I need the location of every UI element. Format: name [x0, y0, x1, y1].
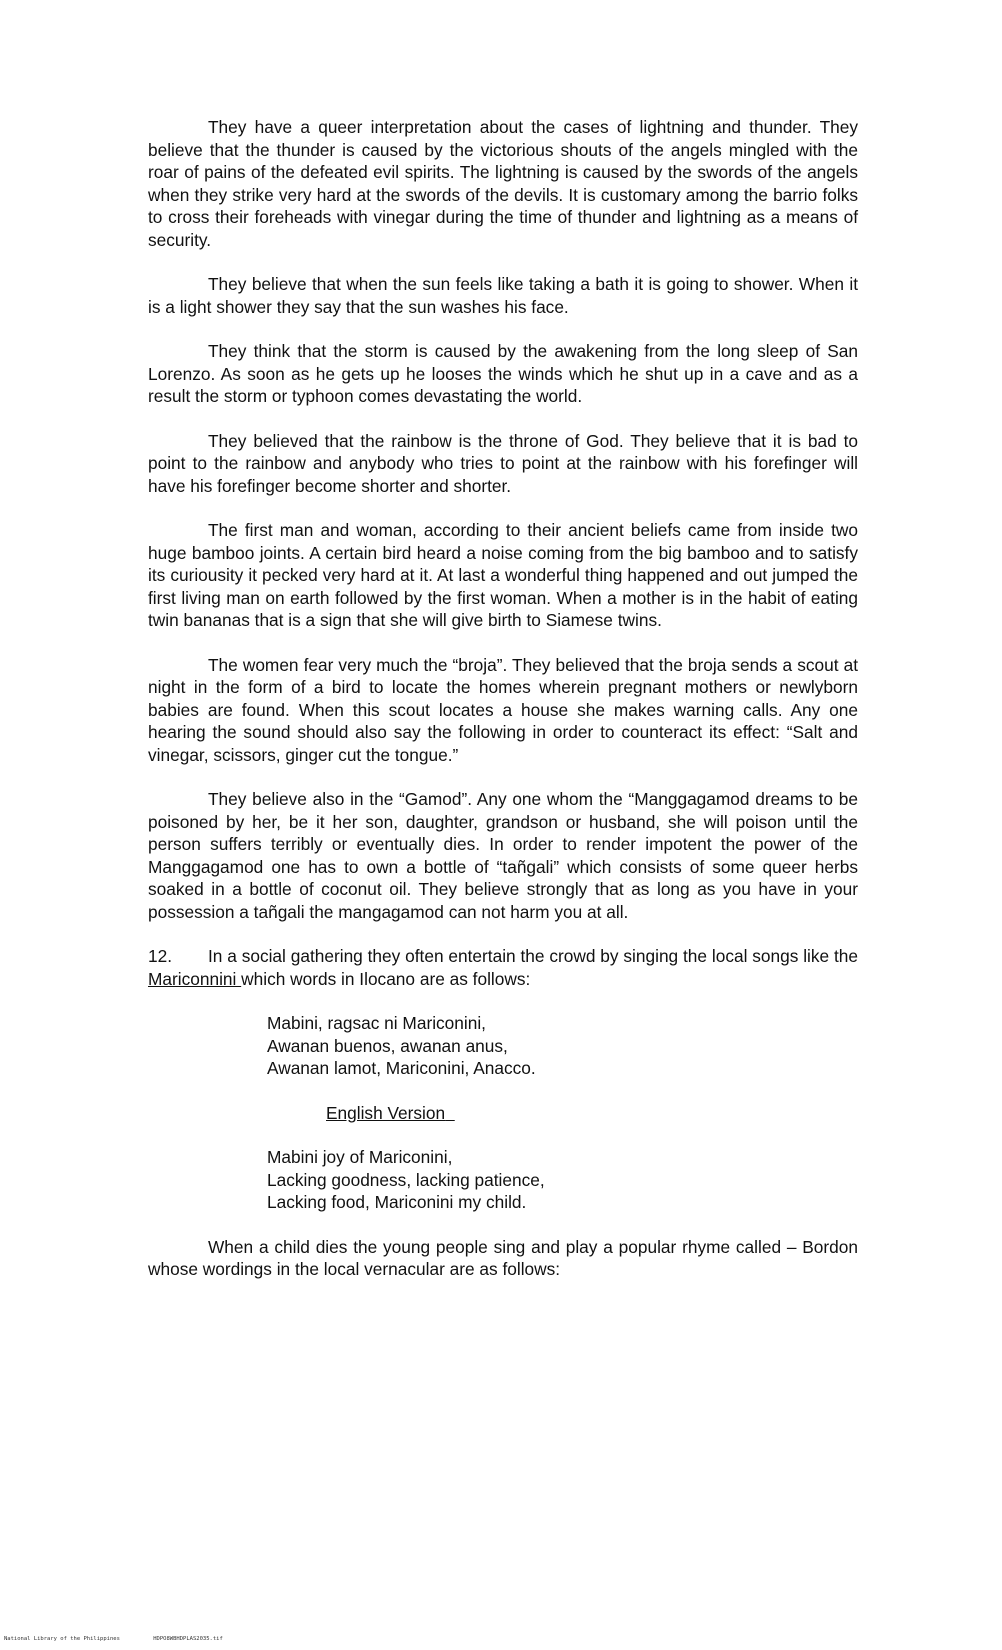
document-page	[148, 116, 858, 1303]
paragraph-lightning-thunder: They have a queer interpretation about the cases of lightning and thunder. They believe that the thunder is caused by the victorious shouts of the angels mingled with the roar of pains of the defeated evil spirits. The lightning is caused by the swords of the angels when they strike very hard at the swords of the devils. It is customary among the barrio folks to cross their foreheads with vinegar during the time of thunder and lightning as a means of security.	[148, 117, 858, 250]
verse-line: Lacking food, Mariconini my child.	[267, 1192, 527, 1212]
item-number: 12.	[148, 946, 173, 966]
footer-library-name: National Library of the Philippines	[4, 1636, 120, 1642]
paragraph-closing: When a child dies the young people sing and play a popular rhyme called – Bordon whose wordings in the local vernacular are as follows:	[148, 1236, 858, 1279]
verse-line: Awanan lamot, Mariconini, Anacco.	[267, 1058, 536, 1078]
song-title: Mariconnini	[148, 968, 242, 989]
paragraph-broja: The women fear very much the “broja”. They believed that the broja sends a scout at night in the form of a bird to locate the homes wherein pregnant mothers or newlyborn babies are found. When this scout locates a house she makes warning calls. Any one hearing the sound should also say the following in order to counteract its effect: “Salt and vinegar, scissors, ginger cut the tongue.”	[148, 654, 858, 765]
paragraph-storm: They think that the storm is caused by the awakening from the long sleep of San Lorenzo. As soon as he gets up he looses the winds which he shut up in a cave and as a result the storm or typhoon comes devastating the world.	[148, 341, 858, 406]
verse-english	[267, 1146, 858, 1214]
paragraph-gamod: They believe also in the “Gamod”. Any one whom the “Manggagamod dreams to be poisoned by her, be it her son, daughter, grandson or husband, she will poison until the person suffers terribly or eventually dies. In order to render impotent the power of the Manggagamod one has to own a bottle of “tañgali” which consists of some queer herbs soaked in a bottle of coconut oil. They believe strongly that as long as you have in your possession a tañgali the mangagamod can not harm you at all.	[148, 789, 858, 922]
footer-file-id: HDPO8WBHDPLAS2035.tif	[153, 1636, 223, 1642]
footer-stamp	[4, 1636, 223, 1642]
paragraph-first-man-woman: The first man and woman, according to their ancient beliefs came from inside two huge bamboo joints. A certain bird heard a noise coming from the big bamboo and to satisfy its curiousity it pecked very hard at it. At last a wonderful thing happened and out jumped the first living man on earth followed by the first woman. When a mother is in the habit of eating twin bananas that is a sign that she will give birth to Siamese twins.	[148, 520, 858, 630]
item-12-paragraph	[148, 945, 858, 990]
item-12-text-after: which words in Ilocano are as follows:	[241, 968, 531, 989]
english-version-heading: English Version	[326, 1102, 446, 1123]
verse-line: Mabini, ragsac ni Mariconini,	[267, 1013, 486, 1033]
item-12-text-before: In a social gathering they often entertain the crowd by singing the local songs like the	[208, 946, 858, 966]
paragraph-rainbow: They believed that the rainbow is the throne of God. They believe that it is bad to point to the rainbow and anybody who tries to point at the rainbow with his forefinger will have his forefinger become shorter and shorter.	[148, 430, 858, 496]
verse-ilocano	[267, 1012, 858, 1080]
paragraph-sun-bath: They believe that when the sun feels like taking a bath it is going to shower. When it is a light shower they say that the sun washes his face.	[148, 274, 858, 317]
verse-line: Awanan buenos, awanan anus,	[267, 1035, 508, 1056]
verse-line: Mabini joy of Mariconini,	[267, 1147, 453, 1167]
verse-line: Lacking goodness, lacking patience,	[267, 1169, 545, 1190]
